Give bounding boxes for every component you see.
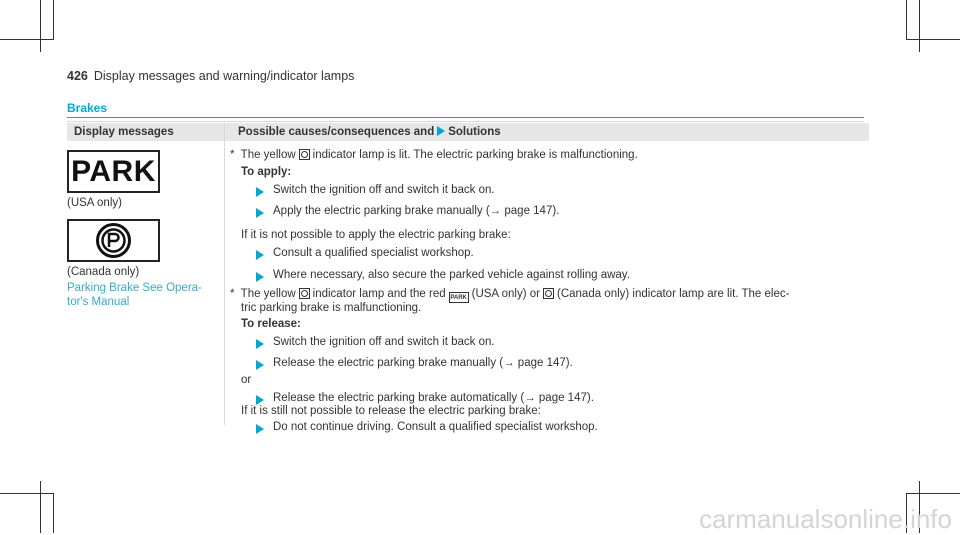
crop-mark [53, 0, 54, 40]
watermark: carmanualsonline.info [699, 504, 952, 534]
parking-brake-message-link[interactable]: Parking Brake See Opera-tor's Manual [67, 282, 202, 308]
crop-mark [907, 493, 960, 494]
parking-brake-small-icon [299, 288, 310, 299]
crop-mark [0, 39, 53, 40]
step-text: Where necessary, also secure the parked vehicle against rolling away. [273, 269, 630, 281]
cause-1-text-a: The yellow [240, 149, 296, 161]
cause-2-line-2: tric parking brake is malfunctioning. [241, 302, 422, 314]
arrow-icon [256, 208, 264, 218]
crop-mark [53, 493, 54, 533]
step-text: Release the electric parking brake automatically (→ page 147). [273, 392, 594, 404]
to-release-heading: To release: [241, 318, 301, 330]
arrow-icon [256, 272, 264, 282]
park-small-icon: PARK [449, 292, 469, 303]
step-text: Apply the electric parking brake manually (→ page 147). [273, 205, 560, 217]
crop-mark [40, 481, 41, 533]
to-apply-heading: To apply: [241, 166, 292, 178]
step-text: Switch the ignition off and switch it back on. [273, 336, 495, 348]
table-top-rule [67, 121, 864, 122]
column-divider [224, 123, 225, 425]
arrow-icon [256, 187, 264, 197]
footnote-star: * [230, 288, 235, 300]
arrow-icon [256, 424, 264, 434]
section-rule [67, 117, 864, 118]
or-text: or [241, 374, 252, 386]
cause-1-text-b: indicator lamp is lit. The electric parking brake is malfunctioning. [312, 149, 638, 161]
cause-2 [230, 288, 789, 303]
crop-mark [40, 0, 41, 52]
crop-mark [0, 493, 53, 494]
arrow-icon [256, 339, 264, 349]
crop-mark [907, 39, 960, 40]
cause-2-text-d: (Canada only) indicator lamp are lit. The elec- [557, 288, 790, 300]
step-text: Consult a qualified specialist workshop. [273, 247, 474, 259]
page-number: 426 [67, 69, 88, 83]
parking-brake-small-icon [543, 288, 554, 299]
parking-brake-indicator-icon [67, 219, 160, 262]
cause-2-text-a: The yellow [240, 288, 296, 300]
section-title: Brakes [67, 101, 108, 115]
step-text: Release the electric parking brake manually (→ page 147). [273, 357, 573, 369]
arrow-icon [256, 360, 264, 370]
arrow-icon [256, 250, 264, 260]
footnote-star: * [230, 149, 235, 161]
table-header-causes [226, 123, 869, 141]
page-header [67, 69, 354, 83]
table-header-display-messages: Display messages [67, 123, 229, 141]
park-indicator-icon: PARK [67, 150, 160, 193]
note-text: If it is not possible to apply the electric parking brake: [241, 229, 511, 241]
header-solutions-label: Solutions [448, 126, 501, 138]
note-text: If it is still not possible to release the electric parking brake: [241, 405, 541, 417]
header-causes-label: Possible causes/consequences and [238, 126, 435, 138]
step-text: Switch the ignition off and switch it back on. [273, 184, 495, 196]
canada-only-caption: (Canada only) [67, 266, 140, 278]
arrow-icon [437, 126, 445, 136]
step-text: Do not continue driving. Consult a qualified specialist workshop. [273, 421, 598, 433]
crop-mark [906, 0, 907, 40]
crop-mark [919, 0, 920, 52]
cause-2-text-c: (USA only) or [471, 288, 540, 300]
usa-only-caption: (USA only) [67, 197, 122, 209]
cause-1 [230, 149, 638, 161]
cause-2-text-b: indicator lamp and the red [312, 288, 446, 300]
arrow-icon [256, 395, 264, 405]
parking-brake-small-icon [299, 149, 310, 160]
page-header-title: Display messages and warning/indicator lamps [93, 69, 355, 83]
